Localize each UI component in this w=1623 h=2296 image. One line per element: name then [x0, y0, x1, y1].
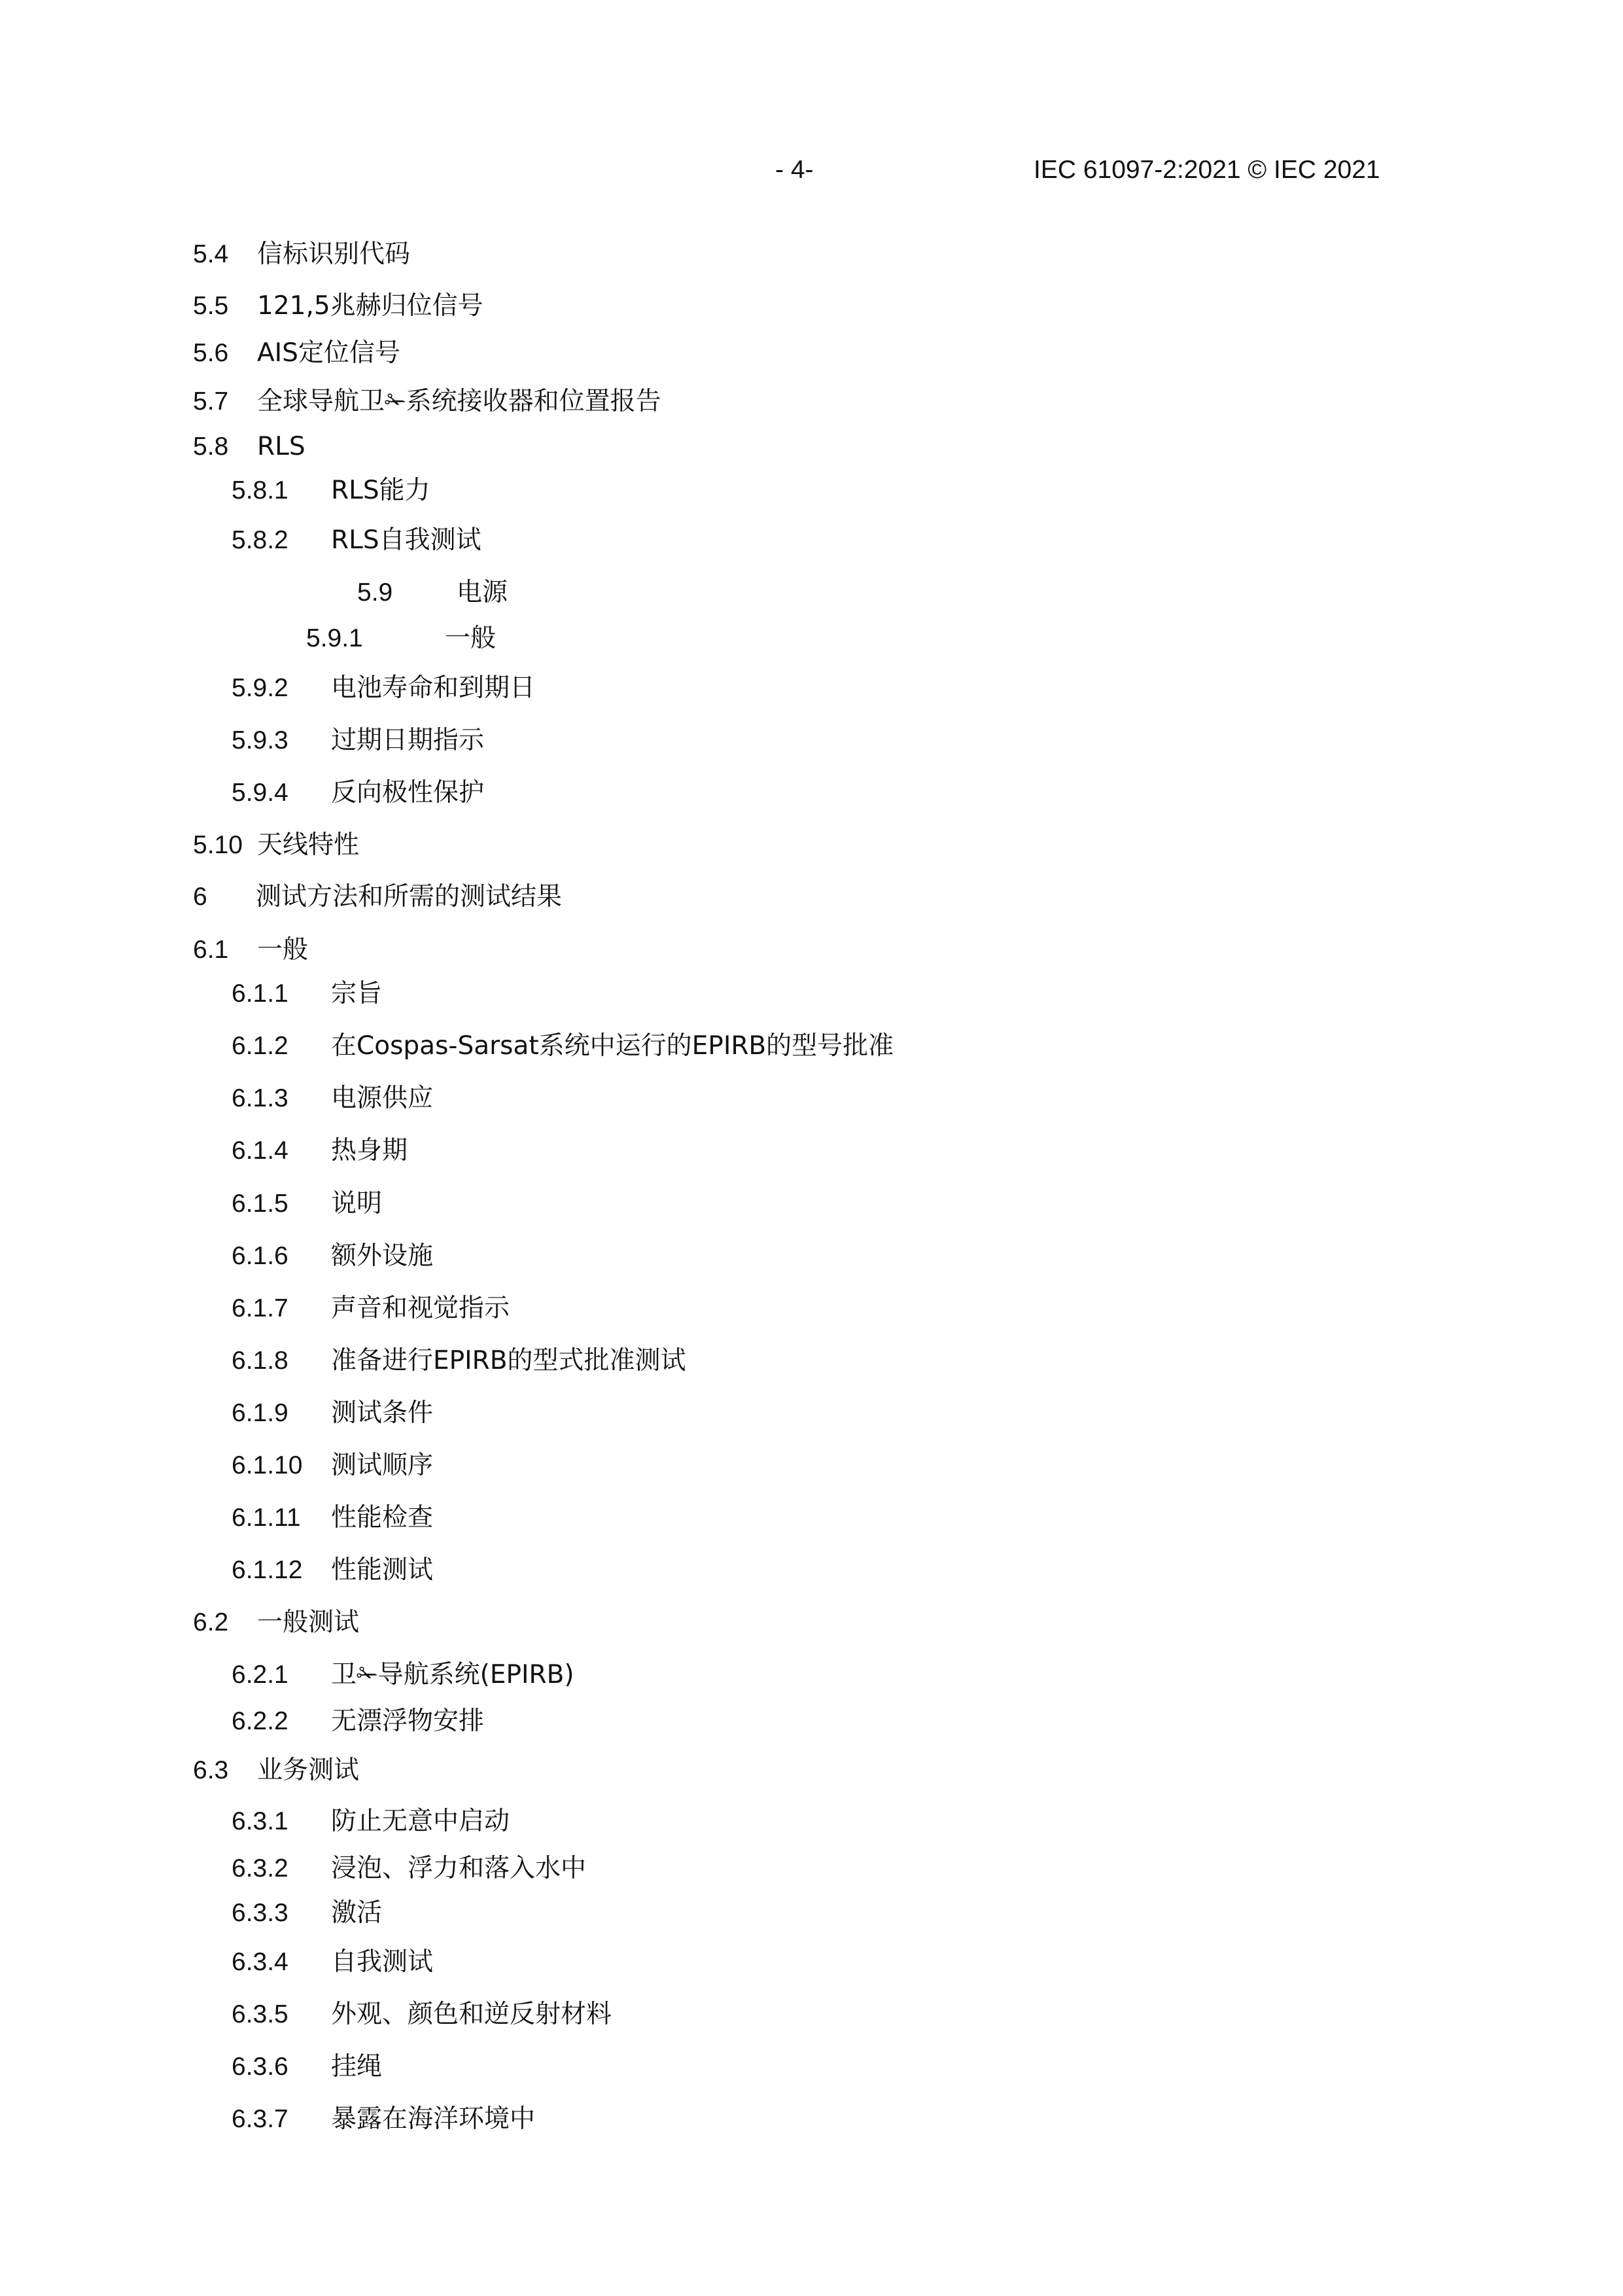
toc-entry-title: RLS自我测试 — [331, 525, 481, 555]
toc-entry-number: 6.3.5 — [232, 2000, 288, 2028]
toc-entry-number: 6.1.11 — [232, 1504, 301, 1532]
toc-entry-title: 挂绳 — [331, 2052, 383, 2081]
toc-entry-number: 6.3 — [193, 1756, 229, 1784]
toc-entry-title: AIS定位信号 — [257, 338, 400, 368]
toc-entry-title: 性能测试 — [331, 1555, 434, 1585]
toc-entry-title: RLS能力 — [331, 476, 430, 505]
toc-entry-number: 6.1.12 — [232, 1556, 303, 1584]
toc-entry-title: 测试顺序 — [331, 1451, 434, 1480]
toc-entry-number: 5.10 — [193, 831, 243, 859]
toc-entry-title: 声音和视觉指示 — [331, 1294, 510, 1323]
toc-entry-title: 一般测试 — [257, 1608, 360, 1637]
toc-entry-number: 6.1.10 — [232, 1451, 303, 1479]
toc-entry-number: 6.1.9 — [232, 1399, 288, 1427]
toc-entry-number: 6.1.2 — [232, 1032, 288, 1060]
toc-entry-title: 热身期 — [331, 1136, 408, 1165]
toc-entry-title: 说明 — [331, 1189, 383, 1218]
toc-entry-number: 6.1.4 — [232, 1137, 288, 1165]
toc-entry-number: 5.8.2 — [232, 526, 288, 554]
toc-entry-title: 电池寿命和到期日 — [331, 673, 536, 703]
toc-entry-number: 5.8 — [193, 433, 229, 461]
toc-entry-number: 6.1.3 — [232, 1084, 288, 1112]
toc-entry-number: 5.9.3 — [232, 726, 288, 754]
toc-entry-title: 外观、颜色和逆反射材料 — [331, 2000, 612, 2029]
toc-entry-title: 业务测试 — [257, 1756, 360, 1785]
toc-entry-title: 信标识别代码 — [257, 239, 411, 269]
toc-entry-number: 5.8.1 — [232, 476, 288, 504]
toc-entry-number: 6.3.2 — [232, 1854, 288, 1882]
toc-entry-title: 激活 — [331, 1898, 383, 1928]
toc-entry-title: 浸泡、浮力和落入水中 — [331, 1854, 587, 1883]
toc-entry-title: 121,5兆赫归位信号 — [257, 291, 483, 321]
toc-entry-number: 5.5 — [193, 292, 229, 320]
toc-entry-number: 6.3.7 — [232, 2105, 288, 2133]
toc-entry-number: 6.1.5 — [232, 1190, 288, 1218]
toc-entry-title: 在Cospas-Sarsat系统中运行的EPIRB的型号批准 — [331, 1031, 894, 1061]
toc-entry-title: 电源供应 — [331, 1084, 434, 1113]
toc-entry-title: 额外设施 — [331, 1241, 434, 1271]
toc-entry-title: 一般 — [257, 935, 309, 964]
toc-entry-number: 6.1.8 — [232, 1347, 288, 1375]
toc-entry-title: 性能检查 — [331, 1503, 434, 1532]
toc-entry-number: 5.4 — [193, 240, 229, 268]
toc-entry-title: 暴露在海洋环境中 — [331, 2104, 536, 2134]
toc-entry-number: 5.9.2 — [232, 674, 288, 702]
toc-entry-title: 无漂浮物安排 — [331, 1706, 485, 1736]
toc-entry-number: 5.6 — [193, 339, 229, 367]
toc-entry-title: 反向极性保护 — [331, 778, 485, 807]
toc-entry-number: 6.3.6 — [232, 2053, 288, 2081]
toc-entry-title: 准备进行EPIRB的型式批准测试 — [331, 1346, 686, 1375]
toc-entry-number: 5.9.4 — [232, 779, 288, 807]
toc-entry-number: 6.3.3 — [232, 1899, 288, 1927]
page-number: - 4- — [775, 156, 814, 184]
toc-entry-number: 6.1 — [193, 936, 229, 964]
toc-entry-number: 6.1.1 — [232, 980, 288, 1008]
toc-entry-number: 6.2 — [193, 1608, 229, 1636]
toc-entry-number: 6.2.2 — [232, 1707, 288, 1735]
toc-entry-number: 6 — [193, 883, 207, 911]
toc-entry-title: 卫✁导航系统(EPIRB) — [331, 1660, 574, 1689]
toc-entry-title: 防止无意中启动 — [331, 1807, 510, 1836]
toc-entry-number: 6.1.7 — [232, 1294, 288, 1322]
toc-entry-title: 宗旨 — [331, 979, 383, 1008]
toc-entry-title: 一般 — [445, 624, 497, 653]
toc-entry-number: 6.3.1 — [232, 1807, 288, 1835]
toc-entry-title: 测试方法和所需的测试结果 — [256, 882, 563, 911]
toc-entry-number: 5.9 — [357, 578, 393, 607]
toc-entry-title: 自我测试 — [331, 1947, 434, 1977]
toc-entry-number: 6.1.6 — [232, 1242, 288, 1270]
toc-entry-title: RLS — [257, 432, 305, 461]
document-reference: IEC 61097-2:2021 © IEC 2021 — [1034, 156, 1380, 184]
toc-entry-title: 天线特性 — [257, 830, 360, 860]
toc-entry-title: 全球导航卫✁系统接收器和位置报告 — [257, 387, 661, 416]
toc-entry-title: 电源 — [457, 578, 508, 607]
toc-entry-title: 测试条件 — [331, 1398, 434, 1428]
toc-entry-number: 5.7 — [193, 387, 229, 415]
toc-entry-number: 6.2.1 — [232, 1661, 288, 1689]
toc-entry-title: 过期日期指示 — [331, 726, 485, 755]
toc-entry-number: 6.3.4 — [232, 1948, 288, 1976]
toc-entry-number: 5.9.1 — [306, 624, 363, 652]
